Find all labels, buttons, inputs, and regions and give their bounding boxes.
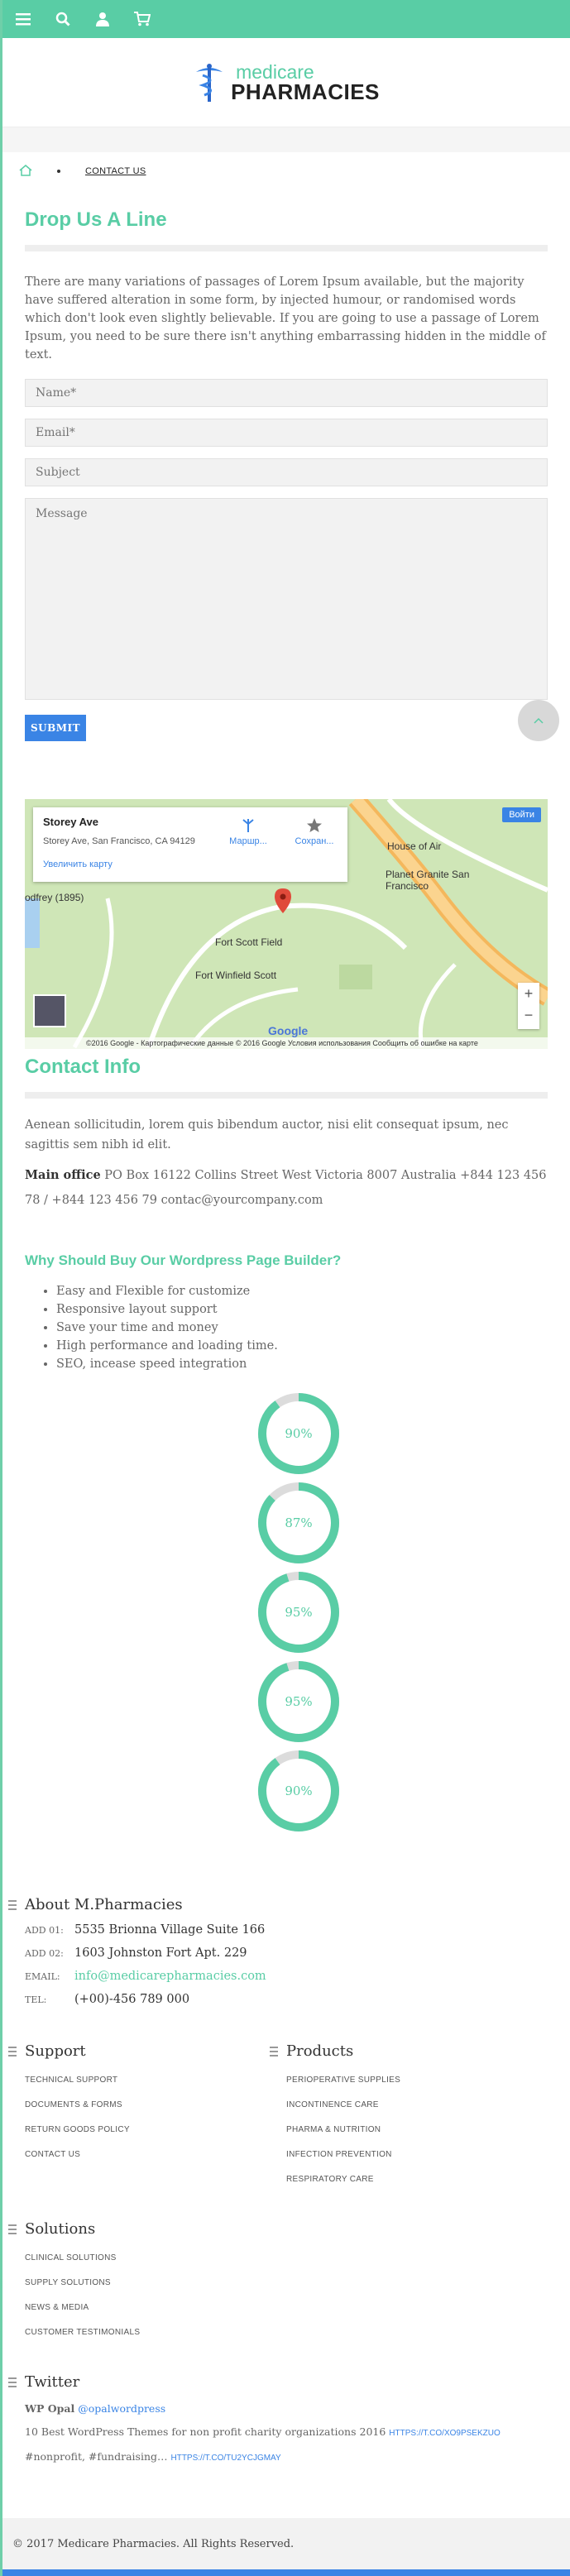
- footer-link[interactable]: DOCUMENTS & FORMS: [25, 2100, 122, 2109]
- footer-link[interactable]: INFECTION PREVENTION: [286, 2150, 392, 2159]
- map-save-button[interactable]: [290, 817, 339, 846]
- about-widget-title: [8, 1896, 548, 1913]
- progress-label: 95%: [285, 1694, 313, 1709]
- footer-link[interactable]: INCONTINENCE CARE: [286, 2100, 379, 2109]
- about-email-link[interactable]: info@medicarepharmacies.com: [74, 1970, 266, 1983]
- caduceus-logo-icon: [193, 62, 226, 103]
- submit-button[interactable]: SUBMIT: [25, 715, 86, 741]
- title-divider: [25, 1092, 548, 1099]
- email-input[interactable]: [25, 419, 548, 447]
- site-footer: [2, 1896, 570, 2470]
- contact-form-title: Drop Us A Line: [25, 208, 167, 231]
- copyright-text: © 2017 Medicare Pharmacies. All Rights Reserved.: [12, 2537, 295, 2550]
- breadcrumb: [2, 159, 570, 184]
- tweet-link[interactable]: HTTPS://T.CO/XO9PSEKZUO: [389, 2429, 501, 2438]
- progress-label: 90%: [285, 1426, 313, 1441]
- map-label: House of Air: [387, 840, 442, 852]
- list-item: • Easy and Flexible for customize: [56, 1282, 548, 1300]
- list-item: • Save your time and money: [56, 1319, 548, 1337]
- about-row: [25, 1993, 548, 2006]
- twitter-widget: [25, 2373, 548, 2470]
- support-title: Support: [25, 2042, 86, 2060]
- footer-link[interactable]: RETURN GOODS POLICY: [25, 2125, 130, 2134]
- cart-icon[interactable]: [132, 8, 153, 30]
- search-icon[interactable]: [52, 8, 74, 30]
- widget-bars-icon: [8, 2047, 17, 2056]
- why-title: Why Should Buy Our Wordpress Page Builder?: [25, 1252, 342, 1268]
- support-widget: [25, 2042, 286, 2184]
- main-office-details: PO Box 16122 Collins Street West Victoria 8007 Australia +844 123 456 78 / +844 123 456 79 contac@yourcompany.com: [25, 1169, 547, 1207]
- map-signin-button[interactable]: Войти: [502, 807, 541, 822]
- tweet-link[interactable]: HTTPS://T.CO/TU2YCJGMAY: [170, 2454, 281, 2463]
- map-footer-text: ©2016 Google - Картографические данные © 2016 Google Условия использования Сообщить об ошибке на карте: [25, 1037, 548, 1049]
- feature-list: [25, 1282, 548, 1373]
- about-key: ADD 02:: [25, 1947, 64, 1959]
- about-key: ADD 01:: [25, 1924, 64, 1936]
- progress-circle: [256, 1391, 341, 1476]
- breadcrumb-current[interactable]: CONTACT US: [85, 166, 146, 176]
- twitter-title: Twitter: [25, 2373, 80, 2391]
- footer-link[interactable]: PERIOPERATIVE SUPPLIES: [286, 2076, 401, 2085]
- solutions-widget: [25, 2220, 548, 2337]
- widget-bars-icon: [270, 2047, 278, 2056]
- products-widget: [286, 2042, 548, 2184]
- directions-icon: [240, 817, 256, 834]
- footer-link[interactable]: CLINICAL SOLUTIONS: [25, 2253, 117, 2262]
- star-icon: [306, 817, 323, 834]
- map-place-name: Storey Ave: [43, 816, 98, 828]
- list-item: • Responsive layout support: [56, 1300, 548, 1319]
- about-key: EMAIL:: [25, 1970, 60, 1982]
- contact-form: [25, 379, 548, 741]
- map-place-address: Storey Ave, San Francisco, CA 94129: [43, 836, 195, 846]
- main-office-text: [25, 1163, 548, 1213]
- tweet-user: WP Opal: [25, 2402, 75, 2415]
- bottom-accent-line: [2, 2569, 570, 2576]
- user-icon[interactable]: [92, 8, 113, 30]
- list-item: • SEO, incease speed integration: [56, 1355, 548, 1373]
- map-save-label: Сохран...: [295, 836, 334, 846]
- progress-circle: [256, 1659, 341, 1744]
- footer-link[interactable]: PHARMA & NUTRITION: [286, 2125, 381, 2134]
- top-bar: [2, 0, 570, 38]
- footer-link[interactable]: CUSTOMER TESTIMONIALS: [25, 2328, 141, 2337]
- logo-line2: PHARMACIES: [231, 79, 380, 104]
- site-logo[interactable]: [193, 62, 380, 103]
- about-row: [25, 1923, 548, 1937]
- copyright-bar: [2, 2518, 570, 2569]
- map-label: odfrey (1895): [25, 892, 84, 903]
- progress-label: 87%: [285, 1515, 313, 1530]
- tweet-text: #nonprofit, #fundraising…: [25, 2450, 171, 2463]
- menu-icon[interactable]: [12, 8, 34, 30]
- contact-info-title: Contact Info: [25, 1056, 141, 1078]
- map-label: Fort Scott Field: [215, 936, 283, 948]
- header-spacer: [2, 127, 570, 152]
- map-place-card: [33, 807, 347, 882]
- google-map[interactable]: [25, 799, 548, 1049]
- map-label: Fort Winfield Scott: [195, 970, 277, 981]
- zoom-in-icon[interactable]: +: [524, 985, 534, 1002]
- about-value: 5535 Brionna Village Suite 166: [74, 1923, 266, 1937]
- footer-link[interactable]: TECHNICAL SUPPORT: [25, 2076, 118, 2085]
- about-key: TEL:: [25, 1994, 47, 2005]
- tweet-text: 10 Best WordPress Themes for non profit charity organizations 2016: [25, 2425, 390, 2438]
- widget-bars-icon: [8, 2377, 17, 2387]
- widget-bars-icon: [8, 1900, 17, 1910]
- logo-line1: medicare: [236, 60, 314, 83]
- map-enlarge-link[interactable]: Увеличить карту: [43, 859, 113, 869]
- message-textarea[interactable]: [25, 498, 548, 700]
- home-icon[interactable]: [19, 164, 32, 180]
- about-value: (+00)-456 789 000: [74, 1993, 190, 2006]
- contact-intro-text: There are many variations of passages of Lorem Ipsum available, but the majority have suffered alteration in some form, by injected humour, or randomised words which don't look even slightly believable. If you are going to use a passage of Lorem Ipsum, you need to be sure there isn't anything embarrassing hidden in the middle of text.: [25, 275, 546, 362]
- progress-circle: [256, 1749, 341, 1833]
- logo-area: [2, 38, 570, 127]
- footer-link[interactable]: NEWS & MEDIA: [25, 2303, 89, 2312]
- contact-info-text: Aenean sollicitudin, lorem quis bibendum auctor, nisi elit consequat ipsum, nec sagittis sem nibh id elit.: [25, 1118, 509, 1152]
- products-title: Products: [286, 2042, 354, 2060]
- list-item: • High performance and loading time.: [56, 1337, 548, 1355]
- progress-circle: [256, 1481, 341, 1565]
- subject-input[interactable]: [25, 458, 548, 486]
- progress-label: 95%: [285, 1605, 313, 1620]
- map-zoom-control[interactable]: [518, 983, 539, 1029]
- footer-link[interactable]: RESPIRATORY CARE: [286, 2175, 374, 2184]
- progress-circle: [256, 1570, 341, 1654]
- map-streetview-thumbnail[interactable]: [33, 994, 66, 1027]
- solutions-title: Solutions: [25, 2220, 96, 2238]
- footer-link[interactable]: SUPPLY SOLUTIONS: [25, 2278, 111, 2287]
- tweet-handle-link[interactable]: @opalwordpress: [78, 2402, 166, 2415]
- about-value: 1603 Johnston Fort Apt. 229: [74, 1946, 247, 1960]
- map-label: Planet Granite San Francisco: [386, 869, 470, 892]
- name-input[interactable]: [25, 379, 548, 407]
- about-row: [25, 1970, 548, 1983]
- about-row: [25, 1946, 548, 1960]
- progress-label: 90%: [285, 1784, 313, 1798]
- chevron-up-icon: [534, 717, 544, 724]
- map-directions-label: Маршр...: [229, 836, 267, 846]
- main-office-label: Main office: [25, 1168, 101, 1182]
- breadcrumb-separator: [57, 170, 60, 173]
- about-title: About M.Pharmacies: [25, 1896, 183, 1913]
- progress-circles: [25, 1391, 548, 1833]
- widget-bars-icon: [8, 2224, 17, 2234]
- footer-link[interactable]: CONTACT US: [25, 2150, 81, 2159]
- title-divider: [25, 245, 548, 251]
- zoom-out-icon[interactable]: −: [524, 1007, 534, 1023]
- scroll-to-top-button[interactable]: [518, 700, 559, 741]
- map-pin-icon[interactable]: [275, 888, 291, 913]
- map-directions-button[interactable]: [223, 817, 273, 846]
- google-logo: Google: [268, 1024, 309, 1037]
